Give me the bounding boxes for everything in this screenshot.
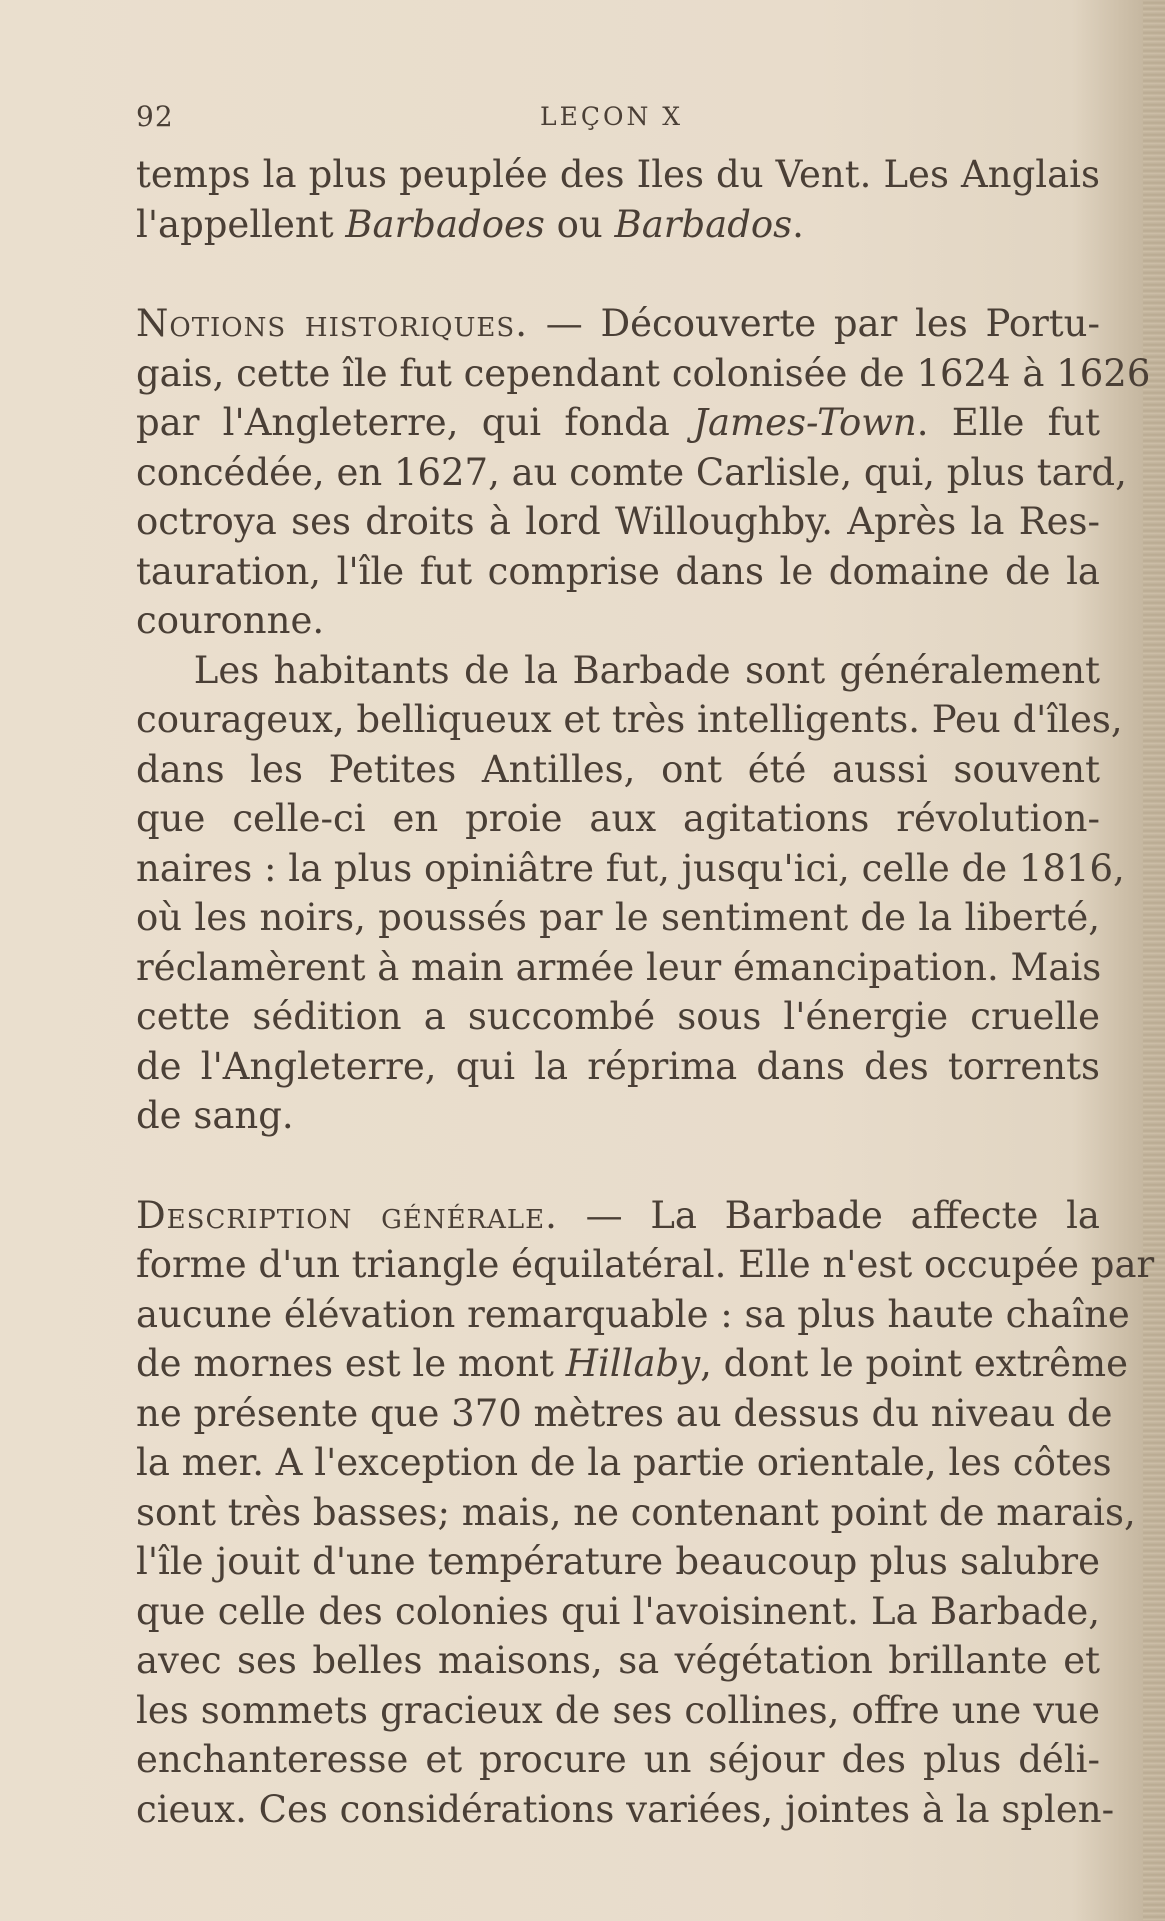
text-run: l'île jouit d'une température beaucoup plus salubre (136, 1540, 1100, 1583)
text-line (136, 1735, 1100, 1785)
text-run: temps la plus peuplée des Iles du Vent. Les Anglais (136, 153, 1100, 196)
text-run: les sommets gracieux de ses collines, offre une vue (136, 1688, 1100, 1732)
text-line (136, 1290, 1130, 1340)
text-line (136, 695, 1123, 745)
text-run: cette sédition a succombé sous l'énergie cruelle (136, 995, 1100, 1038)
text-line (136, 1785, 1115, 1835)
text-run: courageux, belliqueux et très intelligents. Peu d'îles, (136, 698, 1123, 741)
text-run: — La Barbade affecte la (557, 1193, 1100, 1237)
text-line (136, 992, 1100, 1042)
text-line (136, 547, 1100, 597)
text-run: de l'Angleterre, qui la réprima dans des torrents (136, 1044, 1100, 1088)
text-run: dans les Petites Antilles, ont été aussi souvent (136, 747, 1100, 791)
text-line (136, 299, 1100, 349)
text-run: — Découverte par les Portu- (527, 302, 1101, 345)
text-line (136, 1240, 1155, 1290)
text-line (136, 1438, 1112, 1488)
text-run: que celle-ci en proie aux agitations révolution- (136, 797, 1100, 840)
text-line (136, 398, 1100, 448)
text-line (136, 150, 1100, 200)
page-number: 92 (136, 100, 174, 133)
text-line (136, 1339, 1129, 1389)
text-line (136, 448, 1127, 498)
text-line (136, 1488, 1136, 1538)
text-run: couronne. (136, 599, 325, 642)
text-run: sont très basses; mais, ne contenant point de marais, (136, 1490, 1136, 1534)
text-run: l'appellent (136, 202, 346, 246)
text-run: aucune élévation remarquable : sa plus haute chaîne (136, 1292, 1130, 1336)
text-run: . Elle fut (916, 401, 1101, 444)
text-run: que celle des colonies qui l'avoisinent. La Barbade, (136, 1589, 1100, 1633)
text-run: la mer. A l'exception de la partie orientale, les côtes (136, 1441, 1112, 1484)
italic-term: Barbadoes (345, 202, 545, 246)
page-edge (1143, 0, 1165, 1921)
text-run: cieux. Ces considérations variées, jointes à la splen- (136, 1787, 1115, 1831)
text-run: de mornes est le mont (136, 1342, 566, 1385)
text-line (136, 1686, 1100, 1736)
paragraph (136, 299, 1151, 646)
text-run: par l'Angleterre, qui fonda (136, 401, 694, 444)
text-line (136, 497, 1100, 547)
text-line (136, 1636, 1100, 1686)
text-line (136, 1042, 1100, 1092)
italic-term: Barbados (614, 202, 793, 246)
section-heading: Description générale. (136, 1193, 558, 1237)
text-run: forme d'un triangle équilatéral. Elle n'est occupée par (136, 1243, 1155, 1286)
paragraph (136, 646, 1125, 1141)
text-run: réclamèrent à main armée leur émancipation. Mais (136, 945, 1102, 989)
text-run: naires : la plus opiniâtre fut, jusqu'ici, celle de 1816, (136, 846, 1125, 890)
text-run: concédée, en 1627, au comte Carlisle, qui, plus tard, (136, 450, 1127, 494)
text-line (136, 1389, 1113, 1439)
paragraph (136, 1191, 1155, 1835)
text-run: ne présente que 370 mètres au dessus du niveau de (136, 1391, 1113, 1435)
paragraph-gap (136, 1141, 1100, 1191)
text-line (136, 646, 1100, 696)
text-run: enchanteresse et procure un séjour des plus déli- (136, 1738, 1100, 1781)
italic-term: Hillaby (565, 1342, 701, 1385)
text-run: tauration, l'île fut comprise dans le domaine de la (136, 549, 1100, 593)
text-run: où les noirs, poussés par le sentiment de la liberté, (136, 896, 1100, 939)
text-line (136, 1091, 1100, 1141)
text-run: . (792, 202, 804, 246)
text-run: gais, cette île fut cependant colonisée de 1624 à 1626 (136, 351, 1151, 395)
text-run: ou (544, 202, 615, 246)
text-line (136, 200, 1100, 250)
text-line (136, 1537, 1100, 1587)
page-header (0, 100, 1165, 140)
text-line (136, 844, 1125, 894)
text-line (136, 943, 1100, 993)
section-heading: Notions historiques. (136, 302, 528, 345)
running-head: LEÇON X (540, 102, 684, 131)
text-line (136, 893, 1100, 943)
text-run: de sang. (136, 1094, 294, 1137)
text-line (136, 349, 1151, 399)
text-run: avec ses belles maisons, sa végétation brillante et (136, 1639, 1100, 1682)
body-text (136, 150, 1155, 1834)
paragraph (136, 150, 1100, 249)
text-line (136, 794, 1100, 844)
italic-term: James-Town (693, 401, 917, 444)
paragraph-gap (136, 249, 1100, 299)
text-line (136, 1587, 1100, 1637)
text-line (136, 1191, 1100, 1241)
text-line (136, 596, 1100, 646)
text-run: , dont le point extrême (700, 1342, 1129, 1385)
text-line (136, 745, 1100, 795)
text-run: Les habitants de la Barbade sont généralement (136, 648, 1100, 692)
text-run: octroya ses droits à lord Willoughby. Après la Res- (136, 500, 1100, 543)
